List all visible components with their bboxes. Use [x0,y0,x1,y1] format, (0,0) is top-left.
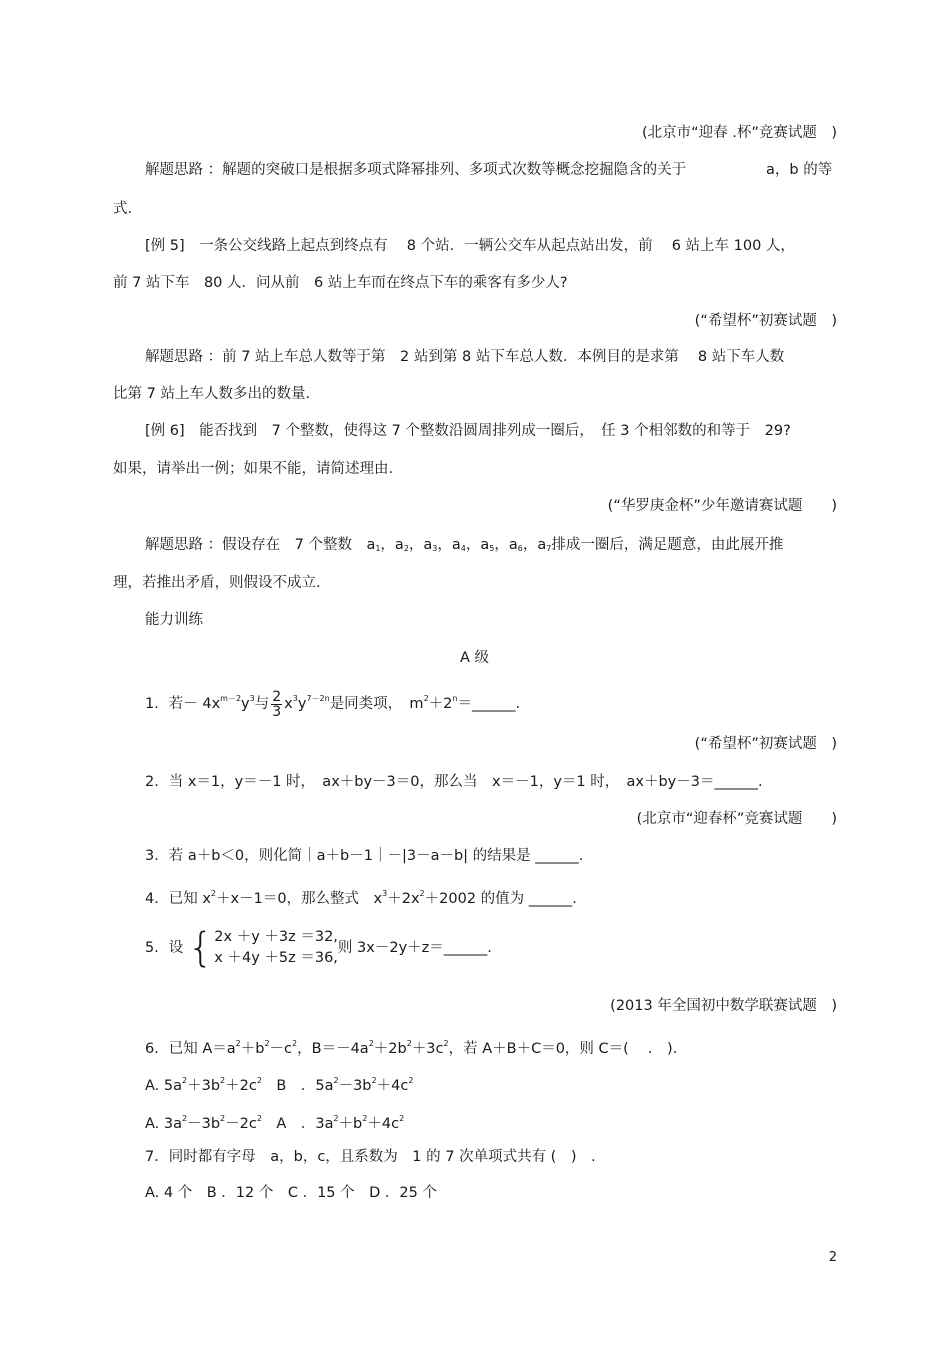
question-1: 1．若－ $4x^{m-2}y^3$与 $\frac{2}{3}$ $x^3y^{7-2n}$是同类项， $m^2+2^n=\_\_\_\_\_\_$. [145,688,521,720]
hint-5-line2: 比第 7 站上车人数多出的数量. [113,386,311,402]
question-6-options-cd: A. $3a^2-3b^2-2c^2$ A ．$3a^2+b^2+4c^2$ [145,1114,405,1132]
example-6-line2: 如果，请举出一例；如果不能，请简述理由. [113,461,394,477]
question-4: 4．已知 $x^2+x-1=0$，那么整式 $x^3+2x^2+2002$ 的值为 ______. [145,889,577,907]
question-6-options-ab: A. $5a^2+3b^2+2c^2$ B ．$5a^2-3b^2+4c^2$ [145,1076,414,1094]
question-7-options: A. 4 个 B ．12 个 C ．15 个 D ．25 个 [145,1185,437,1201]
example-6-line1: [例 6] 能否找到 7 个整数，使得这 7 个整数沿圆周排列成一圈后， 任 3 个相邻数的和等于 29? [145,423,791,439]
question-5: 5．设 { 2x ＋y ＋3z ＝32, x ＋4y ＋5z ＝36, 则 3x－2y＋z＝______. [145,925,492,971]
question-5-source: (2013 年全国初中数学联赛试题 ) [610,998,837,1014]
left-brace: { [187,925,214,971]
hint-4-line1-end: a，b 的等 [766,162,833,178]
hint-6-line2: 理，若推出矛盾，则假设不成立. [113,575,321,591]
hint-6-line1: 解题思路 ：假设存在 7 个整数 $a_1$，$a_2$，$a_3$，$a_4$，$a_5$，$a_6$，$a_7$排成一圈后，满足题意，由此展开推 [145,537,784,553]
equation-system: 2x ＋y ＋3z ＝32, x ＋4y ＋5z ＝36, [214,929,338,966]
hint-4-line1: 解题思路 ：解题的突破口是根据多项式降幂排列、多项式次数等概念挖掘隐含的关于 [145,162,687,178]
example-6-source: (“华罗庚金杯”少年邀请赛试题 ) [607,498,837,514]
page-number: 2 [828,1250,837,1265]
source-note: (北京市“迎春 .杯”竞赛试题 ) [641,125,837,141]
question-7: 7．同时都有字母 a，b，c，且系数为 1 的 7 次单项式共有 ( ) . [145,1149,596,1165]
fraction-two-thirds: $\frac{2}{3}$ [272,688,282,720]
example-5-line2: 前 7 站下车 80 人．问从前 6 站上车而在终点下车的乘客有多少人? [113,275,568,291]
hint-4-line2: 式. [113,201,133,217]
question-2-source: (北京市“迎春杯”竞赛试题 ) [636,811,837,827]
question-1-source: (“希望杯”初赛试题 ) [694,736,837,752]
question-2: 2．当 x＝1，y＝－1 时， ax＋by－3＝0，那么当 x＝－1，y＝1 时， ax＋by－3＝______. [145,774,763,790]
example-5-source: (“希望杯”初赛试题 ) [694,313,837,329]
question-3: 3．若 a＋b＜0，则化简｜a＋b－1｜－|3－a－b| 的结果是 ______. [145,848,584,864]
question-6: 6．已知 $A=a^2+b^2-c^2$，$B=-4a^2+2b^2+3c^2$，若 A＋B＋C＝0，则 C＝( . ). [145,1039,678,1057]
example-5-line1: [例 5] 一条公交线路上起点到终点有 8 个站．一辆公交车从起点站出发，前 6 站上车 100 人， [145,238,795,254]
section-title: 能力训练 [145,612,203,628]
level-heading: A 级 [460,650,490,666]
hint-5-line1: 解题思路 ：前 7 站上车总人数等于第 2 站到第 8 站下车总人数．本例目的是求第 8 站下车人数 [145,349,785,365]
